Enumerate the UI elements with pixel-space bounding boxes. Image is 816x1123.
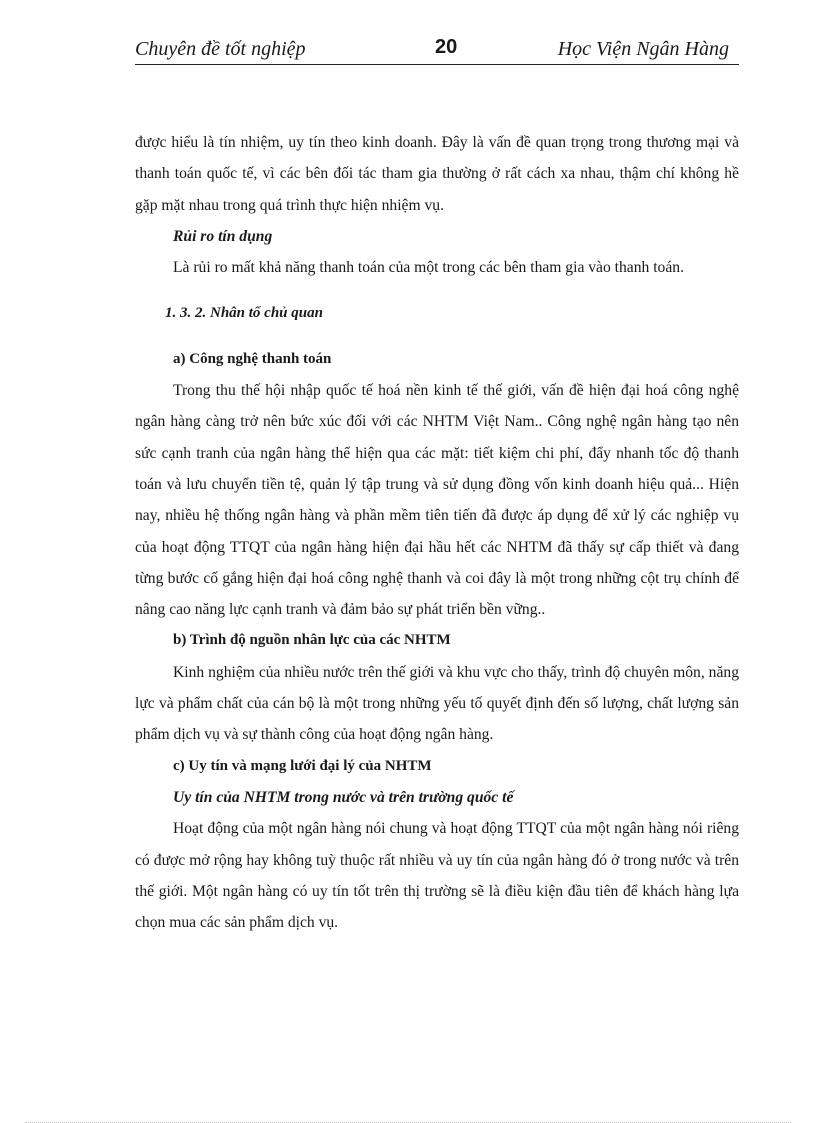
header-document-type: Chuyên đề tốt nghiệp [135,38,306,60]
heading-reputation-network: c) Uy tín và mạng lưới đại lý của NHTM [173,757,432,774]
paragraph-human-resources: Kinh nghiệm của nhiều nước trên thế giới và khu vực cho thấy, trình độ chuyên môn, năng lực và phẩm chất của cán bộ là một trong những yếu tố quyết định đến số lượng, chất lượng sản phẩm dịch vụ và sự thành công của hoạt động ngân hàng. [135,663,739,744]
heading-credit-risk: Rủi ro tín dụng [173,227,273,245]
page-number: 20 [435,36,458,58]
heading-reputation: Uy tín của NHTM trong nước và trên trường quốc tế [173,788,514,806]
paragraph-payment-technology: Trong thu thế hội nhập quốc tế hoá nền kinh tế thế giới, vấn đề hiện đại hoá công nghệ ngân hàng càng trở nên bức xúc đối với các NHTM Việt Nam.. Công nghệ ngân hàng tạo nên sức cạnh tranh của ngân hàng thể hiện qua các mặt: tiết kiệm chi phí, đẩy nhanh tốc độ thanh toán và lưu chuyển tiền tệ, quản lý tập trung và sử dụng đồng vốn kinh doanh hiệu quả... Hiện nay, nhiều hệ thống ngân hàng và phần mềm tiên tiến đã được áp dụng để xử lý các nghiệp vụ của hoạt động TTQT của ngân hàng hiện đại hầu hết các NHTM đã thấy sự cấp thiết và đang từng bước cố gắng hiện đại hoá công nghệ thanh và coi đây là một trong những cột trụ chính để nâng cao năng lực cạnh tranh và đảm bảo sự phát triển bền vững.. [135,382,739,619]
paragraph-credibility: được hiểu là tín nhiệm, uy tín theo kinh doanh. Đây là vấn đề quan trọng trong thương mại và thanh toán quốc tế, vì các bên đối tác tham gia thường ở rất cách xa nhau, thậm chí không hề gặp mặt nhau trong quá trình thực hiện nhiệm vụ. [135,134,739,214]
page-header [135,38,739,65]
paragraph-credit-risk: Là rủi ro mất khả năng thanh toán của một trong các bên tham gia vào thanh toán. [173,259,684,277]
paragraph-reputation: Hoạt động của một ngân hàng nói chung và hoạt động TTQT của một ngân hàng nói riêng có được mở rộng hay không tuỳ thuộc rất nhiều và uy tín của ngân hàng đó ở trong nước và trên thế giới. Một ngân hàng có uy tín tốt trên thị trường sẽ là điều kiện đầu tiên để khách hàng lựa chọn mua các sản phẩm dịch vụ. [135,820,739,932]
section-heading: 1. 3. 2. Nhân tố chủ quan [165,305,323,322]
heading-human-resources: b) Trình độ nguồn nhân lực của các NHTM [173,632,451,649]
header-institution: Học Viện Ngân Hàng [557,38,729,60]
heading-payment-technology: a) Công nghệ thanh toán [173,350,332,367]
page-body [135,127,739,938]
